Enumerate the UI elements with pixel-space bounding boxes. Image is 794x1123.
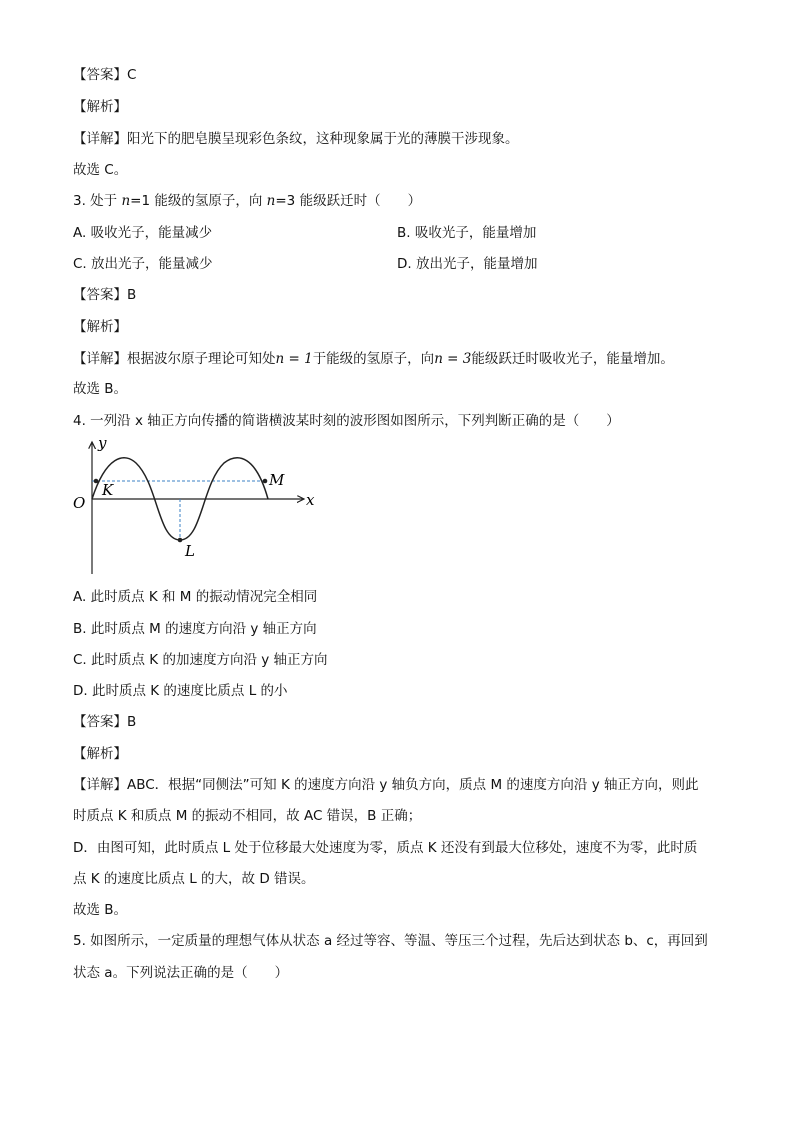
m-label: M (269, 471, 285, 489)
l-label: L (185, 542, 195, 560)
q3-detail-post: 能级跃迁时吸收光子，能量增加。 (471, 351, 674, 367)
q3-detail (73, 350, 674, 368)
q4-detail-line1: 【详解】ABC．根据“同侧法”可知 K 的速度方向沿 y 轴负方向，质点 M 的速度方向沿 y 轴正方向，则此 (73, 777, 699, 793)
q3-analysis-heading: 【解析】 (73, 319, 127, 335)
q4-detail-line2: 时质点 K 和质点 M 的振动不相同，故 AC 错误，B 正确； (73, 808, 422, 824)
q4-answer: 【答案】B (73, 714, 137, 730)
q3-stem-var-n2: n (266, 193, 276, 209)
q4-wave-figure (68, 432, 328, 582)
q3-option-a: A. 吸收光子，能量减少 (73, 225, 213, 241)
q3-stem-mid: =1 能级的氢原子，向 (130, 193, 263, 209)
point-l (178, 538, 183, 543)
q5-stem-line1: 5. 如图所示，一定质量的理想气体从状态 a 经过等容、等温、等压三个过程，先后达到状态 b、c，再回到 (73, 933, 708, 949)
q4-detail-line3: D．由图可知，此时质点 L 处于位移最大处速度为零，质点 K 还没有到最大位移处，速度不为零，此时质 (73, 840, 698, 856)
q4-detail-line4: 点 K 的速度比质点 L 的大，故 D 错误。 (73, 871, 315, 887)
point-k (94, 479, 99, 484)
q3-option-c: C. 放出光子，能量减少 (73, 256, 213, 272)
point-m (263, 479, 268, 484)
q4-conclusion: 故选 B。 (73, 902, 128, 918)
q3-answer: 【答案】B (73, 287, 137, 303)
origin-label: O (73, 494, 86, 512)
q3-conclusion: 故选 B。 (73, 381, 128, 397)
q4-stem: 4. 一列沿 x 轴正方向传播的简谐横波某时刻的波形图如图所示，下列判断正确的是（ ） (73, 413, 620, 429)
q4-option-c: C. 此时质点 K 的加速度方向沿 y 轴正方向 (73, 652, 328, 668)
q3-stem-var-n1: n (121, 193, 131, 209)
q2-detail: 【详解】阳光下的肥皂膜呈现彩色条纹，这种现象属于光的薄膜干涉现象。 (73, 131, 519, 147)
q3-detail-mid: 于能级的氢原子，向 (312, 351, 435, 367)
q4-analysis-heading: 【解析】 (73, 746, 127, 762)
y-axis-label: y (98, 434, 107, 452)
q4-option-b: B. 此时质点 M 的速度方向沿 y 轴正方向 (73, 621, 317, 637)
x-axis-label: x (306, 491, 315, 509)
q3-stem (73, 192, 421, 210)
q3-stem-pre: 3. 处于 (73, 193, 118, 209)
q3-detail-pre: 【详解】根据波尔原子理论可知处 (73, 351, 276, 367)
q3-detail-eq1: n = 1 (275, 351, 313, 367)
q3-option-d: D. 放出光子，能量增加 (397, 256, 538, 272)
q4-option-d: D. 此时质点 K 的速度比质点 L 的小 (73, 683, 288, 699)
q2-answer: 【答案】C (73, 67, 137, 83)
q3-stem-post: =3 能级跃迁时（ ） (275, 193, 422, 209)
q2-analysis-heading: 【解析】 (73, 99, 127, 115)
q2-conclusion: 故选 C。 (73, 162, 128, 178)
q5-stem-line2: 状态 a。下列说法正确的是（ ） (73, 965, 289, 981)
k-label: K (102, 481, 114, 499)
q3-detail-eq2: n = 3 (434, 351, 472, 367)
q3-option-b: B. 吸收光子，能量增加 (397, 225, 537, 241)
q4-option-a: A. 此时质点 K 和 M 的振动情况完全相同 (73, 589, 318, 605)
